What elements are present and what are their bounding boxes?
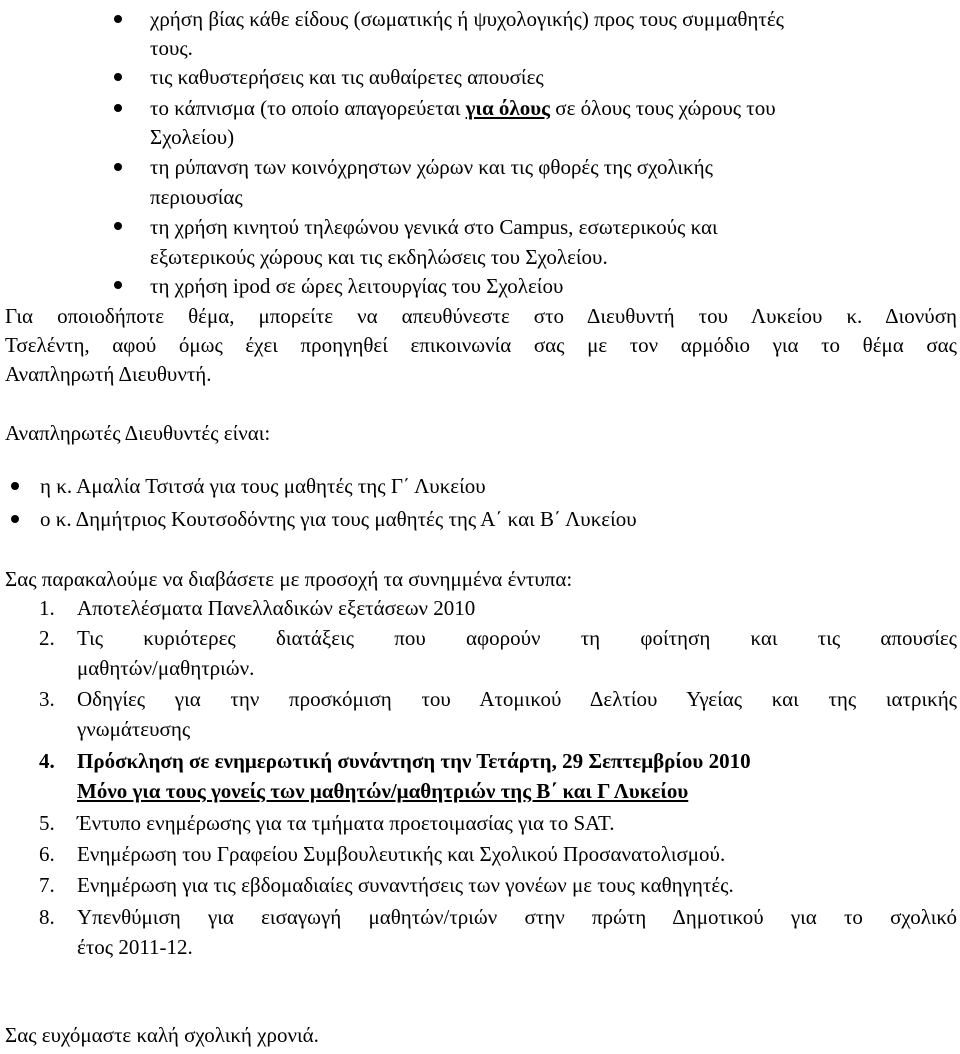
attachment-item: Ενημέρωση του Γραφείου Συμβουλευτικής και Σχολικού Προσανατολισμού. [77, 842, 726, 866]
bullet-item-pollution-cont: περιουσίας [150, 185, 243, 209]
attachment-item: Αποτελέσματα Πανελλαδικών εξετάσεων 2010 [77, 596, 476, 620]
list-number: 3. [39, 687, 55, 711]
bullet-dot [114, 15, 122, 23]
attachment-item-cont: μαθητών/μαθητριών. [77, 656, 255, 680]
smoking-text-post: σε όλους τους χώρους του [550, 96, 776, 120]
bullet-dot [114, 222, 122, 230]
bullet-item-violence-cont: τους. [150, 36, 193, 60]
bullet-item-smoking [150, 95, 776, 121]
smoking-text-pre: το κάπνισμα (το οποίο απαγορεύεται [150, 96, 466, 120]
list-number: 8. [39, 905, 55, 929]
list-number: 5. [39, 811, 55, 835]
attachment-item-invitation-note: Μόνο για τους γονείς των μαθητών/μαθητριών της Β΄ και Γ Λυκείου [77, 779, 689, 803]
paragraph-line: Τσελέντη, αφού όμως έχει προηγηθεί επικοινωνία σας με τον αρμόδιο για το θέμα σας [5, 333, 957, 357]
bullet-dot [114, 281, 122, 289]
bullet-item-absences: τις καθυστερήσεις και τις αυθαίρετες απουσίες [150, 65, 544, 89]
bullet-item-ipod: τη χρήση ipod σε ώρες λειτουργίας του Σχολείου [150, 274, 564, 298]
bullet-dot [11, 482, 19, 490]
bullet-item-pollution: τη ρύπανση των κοινόχρηστων χώρων και τις φθορές της σχολικής [150, 155, 713, 179]
bullet-dot [114, 73, 122, 81]
bullet-item-mobile-cont: εξωτερικούς χώρους και τις εκδηλώσεις του Σχολείου. [150, 245, 608, 269]
closing-line: Σας ευχόμαστε καλή σχολική χρονιά. [5, 1023, 319, 1047]
bullet-item-smoking-cont: Σχολείου) [150, 125, 235, 149]
deputy-item: ο κ. Δημήτριος Κουτσοδόντης για τους μαθητές της Α΄ και Β΄ Λυκείου [40, 507, 637, 531]
list-number: 7. [39, 873, 55, 897]
smoking-emphasis: για όλους [465, 96, 550, 120]
attachment-item: Υπενθύμιση για εισαγωγή μαθητών/τριών στην πρώτη Δημοτικού για το σχολικό [77, 905, 957, 929]
bullet-item-violence: χρήση βίας κάθε είδους (σωματικής ή ψυχολογικής) προς τους συμμαθητές [150, 7, 784, 31]
attachment-item: Τις κυριότερες διατάξεις που αφορούν τη φοίτηση και τις απουσίες [77, 626, 957, 650]
list-number: 2. [39, 626, 55, 650]
list-number: 1. [39, 596, 55, 620]
attachments-intro: Σας παρακαλούμε να διαβάσετε με προσοχή τα συνημμένα έντυπα: [5, 567, 573, 591]
bullet-item-mobile: τη χρήση κινητού τηλεφώνου γενικά στο Campus, εσωτερικούς και [150, 215, 718, 239]
paragraph-line: Για οποιοδήποτε θέμα, μπορείτε να απευθύνεστε στο Διευθυντή του Λυκείου κ. Διονύση [5, 304, 957, 328]
attachment-item-invitation: Πρόσκληση σε ενημερωτική συνάντηση την Τετάρτη, 29 Σεπτεμβρίου 2010 [77, 749, 751, 773]
list-number: 6. [39, 842, 55, 866]
bullet-dot [11, 515, 19, 523]
attachment-item: Οδηγίες για την προσκόμιση του Ατομικού Δελτίου Υγείας και της ιατρικής [77, 687, 957, 711]
attachment-item: Έντυπο ενημέρωσης για τα τμήματα προετοιμασίας για το SAT. [77, 811, 615, 835]
bullet-dot [114, 163, 122, 171]
bullet-dot [114, 104, 122, 112]
attachment-item: Ενημέρωση για τις εβδομαδιαίες συναντήσεις των γονέων με τους καθηγητές. [77, 873, 734, 897]
deputy-item: η κ. Αμαλία Τσιτσά για τους μαθητές της Γ΄ Λυκείου [40, 474, 486, 498]
list-number: 4. [39, 749, 55, 773]
attachment-item-cont: γνωμάτευσης [77, 717, 191, 741]
deputies-heading: Αναπληρωτές Διευθυντές είναι: [5, 421, 271, 445]
attachment-item-cont: έτος 2011-12. [77, 935, 193, 959]
paragraph-line: Αναπληρωτή Διευθυντή. [5, 362, 212, 386]
